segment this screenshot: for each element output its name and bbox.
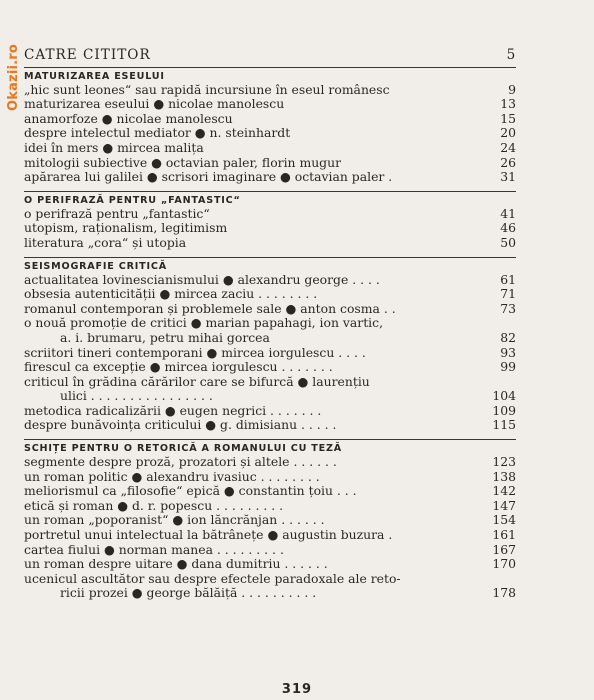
- toc-entry-page: 61: [500, 271, 516, 287]
- toc-entry-page: 15: [500, 110, 516, 126]
- toc-entry-page: 50: [500, 234, 516, 250]
- toc-entry-page: 24: [500, 139, 516, 155]
- section-divider: [24, 257, 516, 258]
- toc-entry-page: 26: [500, 154, 516, 170]
- toc-entry-page: 99: [500, 359, 516, 375]
- toc-entry: [24, 112, 516, 127]
- toc-entry-page: 178: [492, 585, 516, 601]
- toc-entry: [24, 389, 516, 404]
- section-heading: MATURIZAREA ESEULUI: [24, 70, 165, 82]
- toc-entry-page: 167: [492, 541, 516, 557]
- toc-entry-page: 9: [508, 81, 516, 97]
- section-divider: [24, 67, 516, 68]
- toc-entry-title: idei în mers ● mircea malița: [24, 140, 204, 155]
- toc-entry-page: 41: [500, 205, 516, 221]
- toc-entry-page: 142: [492, 483, 516, 499]
- toc-entry-title: un roman politic ● alexandru ivasiuc . . . . . . . .: [24, 469, 320, 484]
- toc-entry-page: 123: [492, 454, 516, 470]
- toc-entry: [24, 170, 516, 185]
- toc-section: [24, 257, 516, 434]
- toc-entry-page: 109: [492, 402, 516, 418]
- toc-entry: [24, 455, 516, 470]
- toc-entry-title: ricii prozei ● george bălăiță . . . . . . . . . .: [60, 586, 317, 601]
- toc-section: [24, 191, 516, 251]
- toc-entry: [24, 316, 516, 331]
- toc-entry-title: actualitatea lovinescianismului ● alexandru george . . . .: [24, 272, 380, 287]
- toc-entry-title: despre bunăvoința criticului ● g. dimisianu . . . . .: [24, 418, 337, 433]
- toc-entry-page: 154: [492, 512, 516, 528]
- toc-entry: [24, 557, 516, 572]
- toc-entry-page: 104: [492, 388, 516, 404]
- toc-section: [24, 67, 516, 185]
- toc-entry: [24, 331, 516, 346]
- toc-entry-title: o perifrază pentru „fantastic“: [24, 206, 210, 221]
- toc-entry-title: firescul ca excepție ● mircea iorgulescu . . . . . . .: [24, 360, 333, 375]
- toc-entry: [24, 156, 516, 171]
- toc-entry-page: 147: [492, 497, 516, 513]
- toc-entry-page: 13: [500, 96, 516, 112]
- toc-entry: [24, 97, 516, 112]
- toc-entry: [24, 543, 516, 558]
- toc-entry-title: literatura „cora“ și utopia: [24, 235, 187, 250]
- watermark: [6, 6, 22, 156]
- toc-entry-page: 5: [506, 47, 516, 63]
- toc-entry: [24, 513, 516, 528]
- toc-entry-page: 93: [500, 344, 516, 360]
- toc-entry-title: cartea fiului ● norman manea . . . . . . . . .: [24, 542, 284, 557]
- toc-entry: [24, 126, 516, 141]
- toc-entry-title: romanul contemporan și problemele sale ● anton cosma . .: [24, 301, 396, 316]
- toc-entry: [24, 572, 516, 587]
- toc-entry-title: portretul unui intelectual la bătrânețe ● augustin buzura .: [24, 528, 393, 543]
- page-number: 319: [281, 682, 313, 697]
- toc-entry-title: obsesia autenticității ● mircea zaciu . . . . . . . .: [24, 287, 318, 302]
- toc-entry-title: meliorismul ca „filosofie“ epică ● constantin țoiu . . .: [24, 484, 357, 499]
- section-heading: SCHIȚE PENTRU O RETORICĂ A ROMANULUI CU TEZĂ: [24, 443, 342, 455]
- toc-entry: [24, 287, 516, 302]
- toc-entry: [24, 470, 516, 485]
- toc-section: [24, 439, 516, 601]
- toc-entry-page: 71: [500, 286, 516, 302]
- toc-entry-title: „hic sunt leones“ sau rapidă incursiune în eseul românesc: [24, 82, 390, 97]
- toc-entry: [24, 499, 516, 514]
- watermark-text: Okazii.ro: [6, 43, 22, 112]
- toc-entry-title: scriitori tineri contemporani ● mircea iorgulescu . . . .: [24, 345, 366, 360]
- toc-entry-title: apărarea lui galilei ● scrisori imaginare ● octavian paler .: [24, 170, 393, 185]
- toc-entry-page: 82: [500, 329, 516, 345]
- toc-entry: [24, 360, 516, 375]
- table-of-contents: [24, 48, 516, 607]
- toc-entry: [24, 418, 516, 433]
- section-heading: SEISMOGRAFIE CRITICĂ: [24, 260, 167, 272]
- toc-entry-title: metodica radicalizării ● eugen negrici . . . . . . .: [24, 403, 322, 418]
- toc-entry: [24, 528, 516, 543]
- toc-entry: [24, 236, 516, 251]
- toc-entry-title: etică și roman ● d. r. popescu . . . . . . . . .: [24, 498, 284, 513]
- toc-entry-title: a. i. brumaru, petru mihai gorcea: [60, 330, 270, 345]
- toc-entry-page: 73: [500, 300, 516, 316]
- toc-entry-page: 138: [492, 468, 516, 484]
- toc-entry-title: CĂTRE CITITOR: [24, 48, 151, 63]
- toc-entry-page: 161: [492, 527, 516, 543]
- toc-entry-page: 170: [492, 556, 516, 572]
- toc-entry: [24, 484, 516, 499]
- toc-entry-title: segmente despre proză, prozatori și altele . . . . . .: [24, 455, 337, 470]
- section-divider: [24, 439, 516, 440]
- toc-entry-title: ucenicul ascultător sau despre efectele paradoxale ale reto-: [24, 571, 401, 586]
- toc-entry: [24, 221, 516, 236]
- toc-entry: [24, 83, 516, 98]
- section-heading: O PERIFRAZĂ PENTRU „FANTASTIC“: [24, 194, 241, 206]
- toc-entry-page: 31: [500, 169, 516, 185]
- toc-entry: [24, 302, 516, 317]
- toc-entry-page: 20: [500, 125, 516, 141]
- toc-entry-title: un roman „poporanist“ ● ion lăncrănjan . . . . . .: [24, 513, 325, 528]
- toc-entry: [24, 586, 516, 601]
- toc-entry-title: un roman despre uitare ● dana dumitriu . . . . . .: [24, 557, 328, 572]
- toc-entry-title: mitologii subiective ● octavian paler, florin mugur: [24, 155, 342, 170]
- toc-entry-title: ulici . . . . . . . . . . . . . . . .: [60, 389, 213, 404]
- toc-entry: [24, 207, 516, 222]
- section-divider: [24, 191, 516, 192]
- toc-entry-title: anamorfoze ● nicolae manolescu: [24, 111, 233, 126]
- toc-entry: [24, 273, 516, 288]
- toc-entry-page: 46: [500, 220, 516, 236]
- toc-entry: [24, 141, 516, 156]
- toc-entry: [24, 346, 516, 361]
- toc-sections: [24, 67, 516, 601]
- toc-entry-title: o nouă promoție de critici ● marian papahagi, ion vartic,: [24, 316, 384, 331]
- toc-entry-title: utopism, raționalism, legitimism: [24, 221, 228, 236]
- toc-entry-title: criticul în grădina cărărilor care se bifurcă ● laurențiu: [24, 374, 370, 389]
- toc-entry-title: maturizarea eseului ● nicolae manolescu: [24, 97, 285, 112]
- toc-entry: [24, 375, 516, 390]
- toc-entry-page: 115: [492, 417, 516, 433]
- toc-entry: [24, 404, 516, 419]
- toc-entry-top: [24, 48, 516, 63]
- toc-entry-title: despre intelectul mediator ● n. steinhardt: [24, 126, 291, 141]
